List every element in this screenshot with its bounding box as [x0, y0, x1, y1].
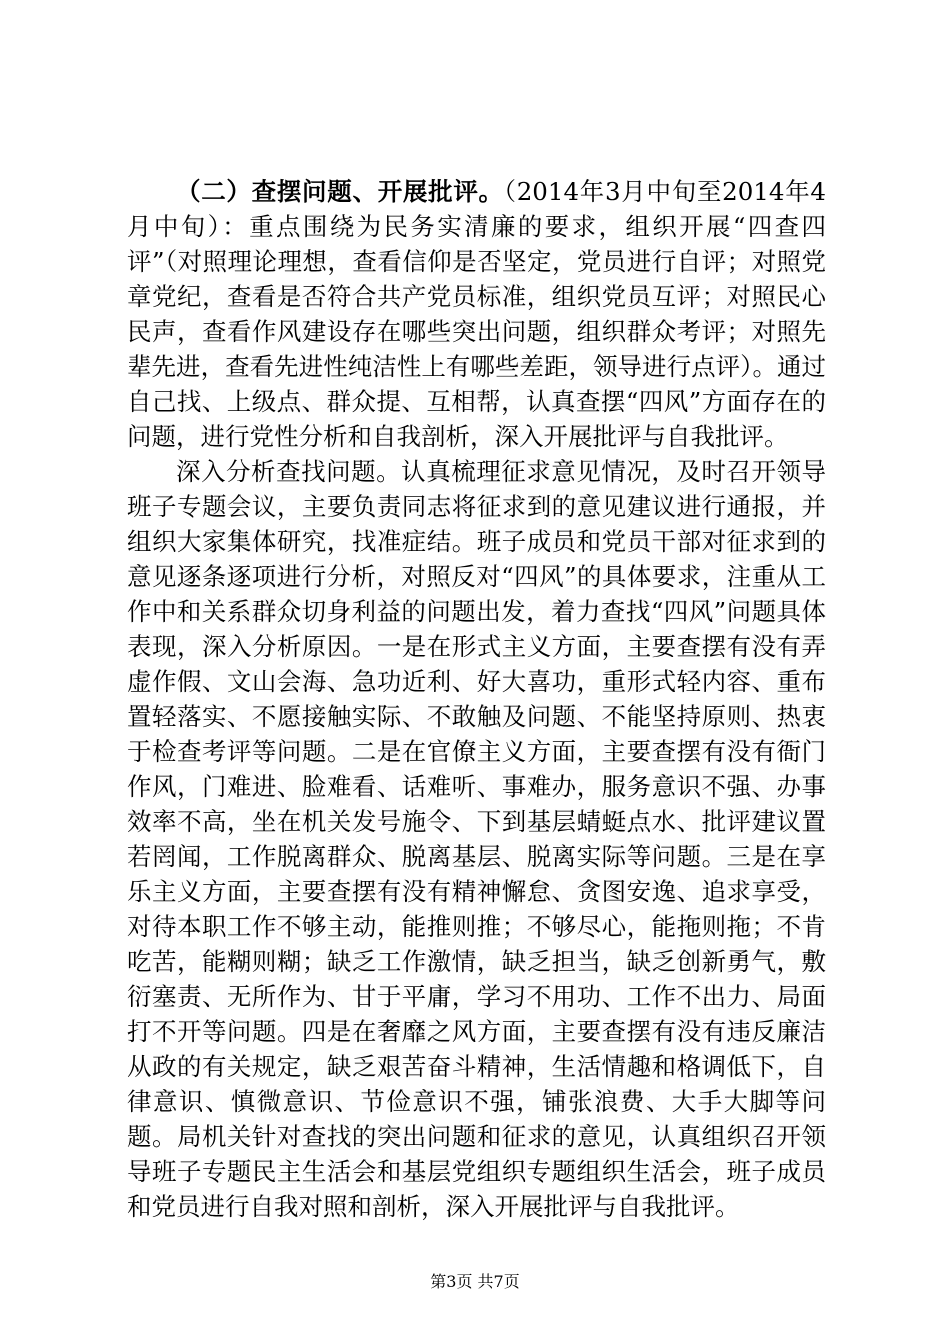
section-heading: （二）查摆问题、开展批评。	[176, 177, 504, 206]
page-number: 第3页 共7页	[430, 1272, 520, 1291]
paragraph-text: （2014年3月中旬至2014年4月中旬）：重点围绕为民务实清廉的要求，组织开展“四查四评”（对照理论理想，查看信仰是否坚定，党员进行自评；对照党章党纪，查看是否符合共产党员标准，组织党员互评；对照民心民声，查看作风建设存在哪些突出问题，组织群众考评；对照先辈先进，查看先进性纯洁性上有哪些差距，领导进行点评）。通过自己找、上级点、群众提、互相帮，认真查摆“四风”方面存在的问题，进行党性分析和自我剖析，深入开展批评与自我批评。	[127, 177, 826, 451]
page-footer	[0, 1272, 950, 1292]
document-body	[127, 174, 826, 1224]
paragraph-text: 深入分析查找问题。认真梳理征求意见情况，及时召开领导班子专题会议，主要负责同志将征求到的意见建议进行通报，并组织大家集体研究，找准症结。班子成员和党员干部对征求到的意见逐条逐项进行分析，对照反对“四风”的具体要求，注重从工作中和关系群众切身利益的问题出发，着力查找“四风”问题具体表现，深入分析原因。一是在形式主义方面，主要查摆有没有弄虚作假、文山会海、急功近利、好大喜功，重形式轻内容、重布置轻落实、不愿接触实际、不敢触及问题、不能坚持原则、热衷于检查考评等问题。二是在官僚主义方面，主要查摆有没有衙门作风，门难进、脸难看、话难听、事难办，服务意识不强、办事效率不高，坐在机关发号施令、下到基层蜻蜓点水、批评建议置若罔闻，工作脱离群众、脱离基层、脱离实际等问题。三是在享乐主义方面，主要查摆有没有精神懈怠、贪图安逸、追求享受，对待本职工作不够主动，能推则推；不够尽心，能拖则拖；不肯吃苦，能糊则糊；缺乏工作激情，缺乏担当，缺乏创新勇气，敷衍塞责、无所作为、甘于平庸，学习不用功、工作不出力、局面打不开等问题。四是在奢靡之风方面，主要查摆有没有违反廉洁从政的有关规定，缺乏艰苦奋斗精神，生活情趣和格调低下，自律意识、慎微意识、节俭意识不强，铺张浪费、大手大脚等问题。局机关针对查找的突出问题和征求的意见，认真组织召开领导班子专题民主生活会和基层党组织专题组织生活会，班子成员和党员进行自我对照和剖析，深入开展批评与自我批评。	[127, 457, 826, 1221]
paragraph-2	[127, 454, 826, 1224]
paragraph-1	[127, 174, 826, 454]
